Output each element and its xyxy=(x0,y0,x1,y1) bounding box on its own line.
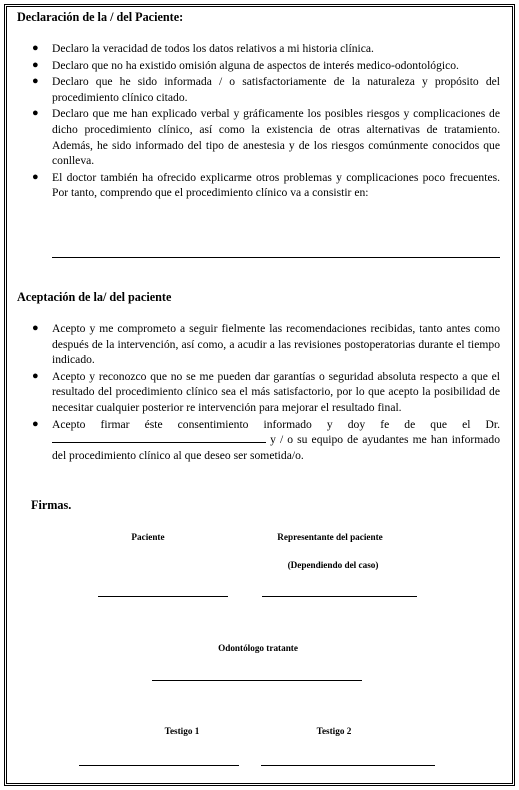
signatures-title: Firmas. xyxy=(31,498,72,512)
witness2-signature-line[interactable] xyxy=(261,765,435,766)
list-item: ● Declaro que no ha existido omisión alguna de aspectos de interés medico-odontológico. xyxy=(32,58,459,72)
representative-label: Representante del paciente xyxy=(277,532,383,542)
dentist-label: Odontólogo tratante xyxy=(218,643,298,653)
list-item: ● El doctor también ha ofrecido explicarme otros problemas y complicaciones poco frecuentes. Por tanto, comprendo que el procedimiento clínico va a consistir en: xyxy=(32,170,500,200)
patient-signature-line[interactable] xyxy=(98,596,228,597)
list-item: ● Acepto y reconozco que no se me pueden dar garantías o seguridad absoluta respecto a que el resultado del procedimiento clínico sea el más satisfactorio, por lo que acepto la posibilidad de necesitar cualquier posterior re intervención para mejorar el resultado final. xyxy=(32,369,500,414)
list-item: ● Declaro la veracidad de todos los datos relativos a mi historia clínica. xyxy=(32,42,374,55)
bullet-icon: ● xyxy=(32,75,39,88)
bullet-icon: ● xyxy=(32,369,39,382)
representative-signature-line[interactable] xyxy=(262,596,417,597)
acceptance-list xyxy=(32,321,500,464)
bullet-icon: ● xyxy=(32,170,39,183)
bullet-icon: ● xyxy=(32,107,39,120)
doctor-name-blank[interactable] xyxy=(52,432,266,443)
dentist-signature-line[interactable] xyxy=(152,680,362,681)
procedure-blank-line[interactable] xyxy=(52,257,500,258)
bullet-icon: ● xyxy=(32,58,39,71)
bullet-icon: ● xyxy=(32,42,39,54)
list-item: ● Declaro que he sido informada / o satisfactoriamente de la naturaleza y propósito del procedimiento clínico citado. xyxy=(32,75,500,104)
acceptance-title: Aceptación de la/ del paciente xyxy=(17,290,172,304)
bullet-icon: ● xyxy=(32,417,39,430)
list-item: ● Acepto y me comprometo a seguir fielmente las recomendaciones recibidas, tanto antes como después de la intervención, así como, a acudir a las revisiones postoperatorias durante el tiempo indicado. xyxy=(32,322,500,367)
witness2-label: Testigo 2 xyxy=(316,726,352,736)
list-item: ● Declaro que me han explicado verbal y gráficamente los posibles riesgos y complicaciones de dicho procedimiento clínico, así como la existencia de otras alternativas de tratamiento. Además, he sido informado del tipo de anestesia y de los riesgos comúnmente conocidos que conlleva. xyxy=(32,107,500,168)
bullet-icon: ● xyxy=(32,322,39,334)
list-item: ● Acepto firmar éste consentimiento informado y doy fe de que el Dr. y / o su equipo de ayudantes me han informado del procedimiento clínico al que deseo ser sometida/o. xyxy=(32,417,501,462)
representative-note: (Dependiendo del caso) xyxy=(287,560,379,570)
witness1-signature-line[interactable] xyxy=(79,765,239,766)
declaration-list xyxy=(32,41,500,202)
patient-label: Paciente xyxy=(131,532,165,542)
witness1-label: Testigo 1 xyxy=(164,726,200,736)
declaration-title: Declaración de la / del Paciente: xyxy=(17,10,184,24)
